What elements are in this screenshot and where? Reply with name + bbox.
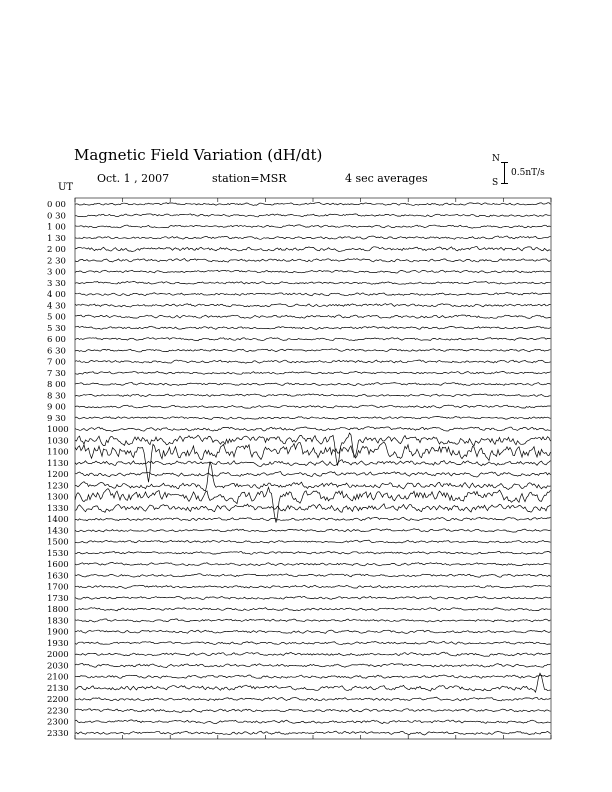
trace-line — [75, 338, 551, 341]
row-label: 1 00 — [47, 222, 66, 233]
scale-value-label: 0.5nT/s — [511, 168, 545, 178]
trace-line — [75, 372, 551, 375]
row-label: 7 00 — [47, 357, 66, 368]
row-label: 9 00 — [47, 402, 66, 413]
row-label: 5 00 — [47, 312, 66, 323]
row-label: 1900 — [47, 627, 69, 638]
row-label: 8 30 — [47, 391, 66, 402]
row-label: 2 00 — [47, 245, 66, 256]
trace-line — [75, 585, 551, 588]
row-label: 1400 — [47, 515, 69, 526]
trace-line — [75, 360, 551, 363]
trace-line — [75, 551, 551, 554]
trace-line — [75, 596, 551, 599]
trace-line — [75, 652, 551, 656]
trace-line — [75, 405, 551, 408]
row-label: 0 00 — [47, 200, 66, 210]
row-label: 0 30 — [47, 211, 66, 222]
trace-line — [75, 517, 551, 520]
row-label: 2300 — [47, 717, 69, 728]
trace-line — [75, 663, 551, 667]
row-label: 1700 — [47, 582, 69, 593]
row-label: 1100 — [47, 447, 69, 458]
row-label: 2 30 — [47, 256, 66, 267]
row-label: 1300 — [47, 492, 69, 503]
row-label: 1500 — [47, 537, 69, 548]
trace-line — [75, 675, 551, 678]
trace-line — [75, 697, 551, 701]
row-label: 9 30 — [47, 413, 66, 424]
trace-line — [75, 709, 551, 713]
row-label: 2000 — [47, 650, 69, 661]
trace-line — [75, 427, 551, 432]
row-label: 1800 — [47, 605, 69, 616]
trace-line — [75, 270, 551, 273]
ut-axis-label: UT — [58, 182, 74, 193]
trace-line — [75, 326, 551, 329]
trace-line — [75, 529, 551, 532]
trace-line — [75, 504, 551, 513]
trace-line — [75, 282, 551, 285]
trace-line — [75, 731, 551, 735]
averaging-label: 4 sec averages — [345, 172, 428, 185]
trace-line — [75, 349, 551, 352]
row-label: 2100 — [47, 672, 69, 683]
trace-line — [75, 619, 551, 622]
trace-line — [75, 562, 551, 565]
row-label: 4 00 — [47, 290, 66, 301]
trace-line — [75, 416, 551, 419]
row-label: 6 00 — [47, 335, 66, 346]
row-label: 1 30 — [47, 233, 66, 244]
trace-line — [75, 608, 551, 611]
row-label: 1430 — [47, 526, 69, 537]
row-label: 1330 — [47, 503, 69, 514]
row-label: 2230 — [47, 706, 69, 717]
row-label: 1030 — [47, 436, 69, 447]
trace-line — [75, 383, 551, 386]
date-label: Oct. 1 , 2007 — [97, 172, 170, 185]
trace-line — [75, 315, 551, 319]
trace-line — [75, 292, 551, 295]
trace-line — [75, 225, 551, 228]
trace-line — [75, 460, 551, 467]
scale-north-label: N — [492, 154, 500, 164]
row-label: 6 30 — [47, 346, 66, 357]
trace-line — [75, 259, 551, 263]
row-label: 2330 — [47, 729, 69, 739]
row-label: 1000 — [47, 425, 69, 436]
trace-line — [75, 630, 551, 633]
trace-line — [75, 442, 551, 482]
row-label: 1930 — [47, 638, 69, 649]
row-label: 1600 — [47, 560, 69, 571]
row-label: 3 30 — [47, 278, 66, 289]
page-title: Magnetic Field Variation (dH/dt) — [74, 146, 323, 164]
row-label: 1230 — [47, 481, 69, 492]
trace-line — [75, 574, 551, 577]
station-label: station=MSR — [212, 172, 287, 185]
trace-line — [75, 304, 551, 307]
row-label: 2030 — [47, 661, 69, 672]
row-label: 1530 — [47, 548, 69, 559]
row-label: 1130 — [47, 458, 69, 469]
row-label: 1830 — [47, 616, 69, 627]
trace-line — [75, 540, 551, 543]
row-label: 7 30 — [47, 368, 66, 379]
trace-line — [75, 394, 551, 397]
row-label: 8 00 — [47, 380, 66, 391]
trace-line — [75, 472, 551, 478]
row-label: 1730 — [47, 593, 69, 604]
row-label: 1630 — [47, 571, 69, 582]
scale-south-label: S — [492, 178, 499, 188]
row-label: 1200 — [47, 470, 69, 481]
trace-line — [75, 247, 551, 252]
row-label: 2200 — [47, 695, 69, 706]
trace-line — [75, 236, 551, 239]
trace-line — [75, 641, 551, 644]
row-label: 3 00 — [47, 267, 66, 278]
trace-line — [75, 214, 551, 217]
trace-line — [75, 203, 551, 206]
row-label: 5 30 — [47, 323, 66, 334]
row-label: 4 30 — [47, 301, 66, 312]
trace-line — [75, 720, 551, 724]
row-label: 2130 — [47, 683, 69, 694]
